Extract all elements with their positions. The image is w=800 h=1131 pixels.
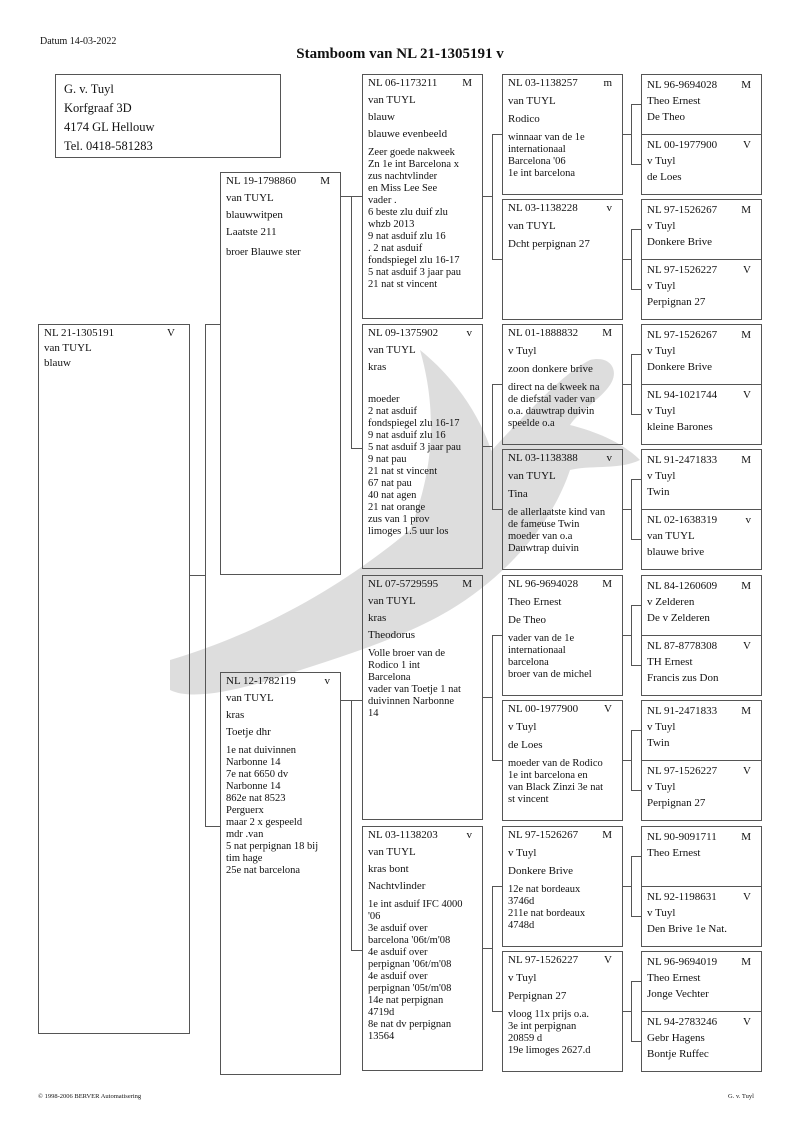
connector-line — [492, 134, 493, 259]
connector-line — [631, 730, 632, 790]
sex: M — [741, 705, 751, 717]
owner-name: G. v. Tuyl — [64, 82, 114, 96]
great-grandparent-box — [502, 449, 623, 570]
connector-line — [631, 665, 641, 666]
ring: NL 97-1526267 — [647, 329, 718, 341]
connector-line — [623, 760, 631, 761]
sex: v — [745, 514, 751, 526]
ring: NL 97-1526227 — [508, 954, 579, 966]
great-grandparent-notes: vloog 11x prijs o.a. 3e int perpignan 20859 d 19e limoges 2627.d — [508, 1009, 591, 1056]
grandparent-breeder: van TUYL — [368, 595, 416, 607]
sex: M — [741, 204, 751, 216]
gen4-name: De Theo — [647, 111, 685, 123]
connector-line — [492, 760, 502, 761]
sex: V — [743, 264, 751, 276]
connector-line — [631, 479, 632, 539]
gen4-box — [641, 575, 762, 636]
great-grandparent-color: zoon donkere brive — [508, 363, 593, 375]
gen4-name: kleine Barones — [647, 421, 713, 433]
gen4-breeder: v Tuyl — [647, 220, 676, 232]
ring: NL 00-1977900 — [647, 139, 718, 151]
mother-name: Toetje dhr — [226, 726, 271, 738]
page-title: Stamboom van NL 21-1305191 v — [296, 46, 504, 62]
connector-line — [190, 575, 205, 576]
connector-line — [483, 446, 492, 447]
ring: NL 91-2471833 — [647, 454, 718, 466]
ring: NL 84-1260609 — [647, 580, 718, 592]
gen4-breeder: Theo Ernest — [647, 847, 701, 859]
connector-line — [631, 104, 632, 164]
sex: V — [743, 640, 751, 652]
connector-line — [623, 259, 631, 260]
gen4-box — [641, 826, 762, 887]
connector-line — [205, 826, 220, 827]
gen4-breeder: v Tuyl — [647, 907, 676, 919]
gen4-box — [641, 1011, 762, 1072]
connector-line — [492, 886, 502, 887]
sex: M — [741, 831, 751, 843]
ring: NL 09-1375902 — [368, 327, 439, 339]
connector-line — [631, 730, 641, 731]
grandparent-notes: 1e int asduif IFC 4000 '06 3e asduif over barcelona '06t/m'08 4e asduif over perpignan '06t/m'08 4e asduif over perpignan '05t/m'08 14e nat perpignan 4719d 8e nat dv perpignan 13564 — [368, 899, 463, 1042]
grandparent-color: kras bont — [368, 863, 409, 875]
sex: M — [741, 79, 751, 91]
owner-city: 4174 GL Hellouw — [64, 120, 155, 134]
gen4-box — [641, 259, 762, 320]
gen4-name: Twin — [647, 737, 670, 749]
great-grandparent-breeder: Theo Ernest — [508, 596, 562, 608]
connector-line — [631, 981, 632, 1041]
sex: V — [743, 139, 751, 151]
connector-line — [631, 479, 641, 480]
connector-line — [631, 229, 641, 230]
great-grandparent-breeder: v Tuyl — [508, 345, 537, 357]
connector-line — [631, 1041, 641, 1042]
connector-line — [492, 635, 493, 760]
ring: NL 01-1888832 — [508, 327, 579, 339]
father-notes: broer Blauwe ster — [226, 247, 301, 258]
gen4-breeder: v Tuyl — [647, 280, 676, 292]
ring: NL 00-1977900 — [508, 703, 579, 715]
father-sex: M — [320, 175, 330, 187]
sex: V — [743, 891, 751, 903]
gen4-name: Donkere Brive — [647, 361, 713, 373]
grandparent-box — [362, 826, 483, 1071]
sex: M — [741, 956, 751, 968]
gen4-breeder: v Zelderen — [647, 596, 695, 608]
connector-line — [631, 289, 641, 290]
grandparent-color: kras — [368, 612, 387, 624]
father-box — [220, 172, 341, 575]
connector-line — [631, 104, 641, 105]
great-grandparent-notes: moeder van de Rodico 1e int barcelona en van Black Zinzi 3e nat st vincent — [508, 758, 604, 805]
ring: NL 06-1173211 — [368, 77, 438, 89]
connector-line — [483, 196, 492, 197]
great-grandparent-color: Rodico — [508, 113, 540, 125]
ring: NL 96-9694019 — [647, 956, 718, 968]
great-grandparent-color: Tina — [508, 488, 528, 500]
connector-line — [631, 790, 641, 791]
date-line: Datum 14-03-2022 — [40, 36, 117, 47]
sex: M — [602, 327, 612, 339]
gen4-breeder: v Tuyl — [647, 345, 676, 357]
sex: v — [606, 202, 612, 214]
connector-line — [631, 605, 632, 665]
grandparent-box — [362, 575, 483, 820]
gen4-box — [641, 449, 762, 510]
great-grandparent-box — [502, 826, 623, 947]
mother-box — [220, 672, 341, 1075]
mother-ring: NL 12-1782119 — [226, 675, 296, 687]
great-grandparent-breeder: van TUYL — [508, 470, 556, 482]
gen4-box — [641, 509, 762, 570]
grandparent-box — [362, 324, 483, 569]
gen4-breeder: v Tuyl — [647, 155, 676, 167]
owner-street: Korfgraaf 3D — [64, 101, 132, 115]
connector-line — [631, 164, 641, 165]
ring: NL 97-1526267 — [647, 204, 718, 216]
sex: M — [602, 829, 612, 841]
grandparent-color: blauw — [368, 111, 395, 123]
gen4-name: Twin — [647, 486, 670, 498]
gen4-box — [641, 324, 762, 385]
connector-line — [623, 1011, 631, 1012]
father-name: Laatste 211 — [226, 226, 277, 238]
connector-line — [492, 384, 502, 385]
connector-line — [483, 948, 492, 949]
gen4-name: Jonge Vechter — [647, 988, 709, 1000]
gen4-name: Perpignan 27 — [647, 296, 706, 308]
great-grandparent-breeder: v Tuyl — [508, 847, 537, 859]
connector-line — [631, 414, 641, 415]
great-grandparent-notes: de allerlaatste kind van de fameuse Twin moeder van o.a Dauwtrap duivin — [508, 507, 606, 554]
gen4-breeder: van TUYL — [647, 530, 695, 542]
subject-sex: V — [167, 327, 175, 339]
mother-notes: 1e nat duivinnen Narbonne 14 7e nat 6650 dv Narbonne 14 862e nat 8523 Perguerx maar 2 x gespeeld mdr .van 5 nat perpignan 18 bij tim hage 25e nat barcelona — [226, 745, 319, 876]
connector-line — [631, 354, 641, 355]
sex: m — [603, 77, 612, 89]
connector-line — [205, 324, 206, 826]
connector-line — [623, 384, 631, 385]
connector-line — [492, 1011, 502, 1012]
sex: V — [604, 954, 612, 966]
gen4-name: Perpignan 27 — [647, 797, 706, 809]
great-grandparent-box — [502, 575, 623, 696]
ring: NL 91-2471833 — [647, 705, 718, 717]
connector-line — [351, 700, 362, 701]
footer-owner: G. v. Tuyl — [728, 1093, 754, 1100]
father-breeder: van TUYL — [226, 192, 274, 204]
great-grandparent-box — [502, 951, 623, 1072]
connector-line — [623, 886, 631, 887]
father-color: blauwwitpen — [226, 209, 283, 221]
great-grandparent-breeder: van TUYL — [508, 220, 556, 232]
connector-line — [483, 697, 492, 698]
gen4-breeder: v Tuyl — [647, 470, 676, 482]
ring: NL 97-1526227 — [647, 264, 718, 276]
connector-line — [631, 539, 641, 540]
great-grandparent-color: Dcht perpignan 27 — [508, 238, 590, 250]
connector-line — [631, 916, 641, 917]
mother-sex: v — [324, 675, 330, 687]
great-grandparent-breeder: v Tuyl — [508, 972, 537, 984]
connector-line — [631, 981, 641, 982]
gen4-name: Donkere Brive — [647, 236, 713, 248]
connector-line — [351, 448, 362, 449]
connector-line — [351, 196, 362, 197]
ring: NL 07-5729595 — [368, 578, 439, 590]
gen4-box — [641, 760, 762, 821]
subject-color: blauw — [44, 357, 71, 369]
gen4-breeder: v Tuyl — [647, 721, 676, 733]
sex: v — [606, 452, 612, 464]
gen4-breeder: TH Ernest — [647, 656, 693, 668]
sex: V — [604, 703, 612, 715]
sex: V — [743, 1016, 751, 1028]
ring: NL 87-8778308 — [647, 640, 718, 652]
gen4-breeder: v Tuyl — [647, 781, 676, 793]
gen4-name: Bontje Ruffec — [647, 1048, 709, 1060]
great-grandparent-notes: direct na de kweek na de diefstal vader van o.a. dauwtrap duivin speelde o.a — [508, 382, 600, 429]
father-ring: NL 19-1798860 — [226, 175, 297, 187]
connector-line — [492, 886, 493, 1011]
sex: M — [602, 578, 612, 590]
connector-line — [631, 354, 632, 414]
great-grandparent-color: Donkere Brive — [508, 865, 574, 877]
owner-box — [55, 74, 281, 158]
great-grandparent-box — [502, 199, 623, 320]
connector-line — [492, 509, 502, 510]
great-grandparent-notes: 12e nat bordeaux 3746d 211e nat bordeaux 4748d — [508, 884, 586, 931]
gen4-breeder: Theo Ernest — [647, 95, 701, 107]
great-grandparent-box — [502, 324, 623, 445]
great-grandparent-breeder: v Tuyl — [508, 721, 537, 733]
grandparent-breeder: van TUYL — [368, 94, 416, 106]
ring: NL 96-9694028 — [647, 79, 718, 91]
subject-ring: NL 21-1305191 — [44, 327, 115, 339]
grandparent-breeder: van TUYL — [368, 344, 416, 356]
owner-tel: Tel. 0418-581283 — [64, 139, 153, 153]
connector-line — [623, 509, 631, 510]
gen4-name: Den Brive 1e Nat. — [647, 923, 728, 935]
gen4-breeder: v Tuyl — [647, 405, 676, 417]
sex: M — [741, 329, 751, 341]
subject-box — [38, 324, 190, 1034]
connector-line — [492, 635, 502, 636]
sex: V — [743, 389, 751, 401]
ring: NL 97-1526267 — [508, 829, 579, 841]
grandparent-notes: Volle broer van de Rodico 1 int Barcelona vader van Toetje 1 nat duivinnen Narbonne 14 — [368, 648, 461, 719]
connector-line — [623, 635, 631, 636]
sex: M — [741, 580, 751, 592]
grandparent-box — [362, 74, 483, 319]
mother-breeder: van TUYL — [226, 692, 274, 704]
grandparent-name: blauwe evenbeeld — [368, 128, 448, 140]
gen4-name: de Loes — [647, 171, 682, 183]
ring: NL 94-1021744 — [647, 389, 718, 401]
gen4-box — [641, 700, 762, 761]
sex: M — [462, 578, 472, 590]
gen4-name: De v Zelderen — [647, 612, 710, 624]
sex: V — [743, 765, 751, 777]
grandparent-color: kras — [368, 361, 387, 373]
great-grandparent-box — [502, 74, 623, 195]
ring: NL 03-1138257 — [508, 77, 578, 89]
sex: M — [741, 454, 751, 466]
connector-line — [631, 856, 641, 857]
great-grandparent-color: De Theo — [508, 614, 546, 626]
ring: NL 03-1138388 — [508, 452, 578, 464]
grandparent-breeder: van TUYL — [368, 846, 416, 858]
great-grandparent-color: de Loes — [508, 739, 543, 751]
great-grandparent-color: Perpignan 27 — [508, 990, 567, 1002]
great-grandparent-notes: winnaar van de 1e internationaal Barcelona '06 1e int barcelona — [508, 132, 585, 179]
gen4-box — [641, 886, 762, 947]
ring: NL 97-1526227 — [647, 765, 718, 777]
grandparent-notes: Zeer goede nakweek Zn 1e int Barcelona x zus nachtvlinder en Miss Lee See vader . 6 beste zlu duif zlu whzb 2013 9 nat asduif zlu 16 . 2 nat asduif fondspiegel zlu 16-17 5 nat asduif 3 jaar pau 21 nat st vincent — [368, 147, 462, 290]
connector-line — [492, 259, 502, 260]
great-grandparent-notes: vader van de 1e internationaal barcelona broer van de michel — [508, 633, 592, 680]
connector-line — [341, 196, 351, 197]
ring: NL 90-9091711 — [647, 831, 717, 843]
gen4-breeder: Gebr Hagens — [647, 1032, 705, 1044]
gen4-box — [641, 134, 762, 195]
gen4-box — [641, 635, 762, 696]
ring: NL 02-1638319 — [647, 514, 718, 526]
gen4-box — [641, 951, 762, 1012]
connector-line — [351, 196, 352, 448]
grandparent-name: Nachtvlinder — [368, 880, 426, 892]
gen4-name: Francis zus Don — [647, 672, 719, 684]
gen4-name: blauwe brive — [647, 546, 705, 558]
ring: NL 03-1138228 — [508, 202, 578, 214]
connector-line — [205, 324, 220, 325]
gen4-box — [641, 199, 762, 260]
mother-color: kras — [226, 709, 245, 721]
footer-copyright: © 1998-2006 BERVER Automatisering — [38, 1093, 142, 1100]
subject-breeder: van TUYL — [44, 342, 92, 354]
connector-line — [351, 950, 362, 951]
ring: NL 96-9694028 — [508, 578, 579, 590]
connector-line — [341, 700, 351, 701]
grandparent-notes: moeder 2 nat asduif fondspiegel zlu 16-17 9 nat asduif zlu 16 5 nat asduif 3 jaar pau 9 nat pau 21 nat st vincent 67 nat pau 40 nat agen 21 nat orange zus van 1 prov limoges 1.5 uur los — [368, 394, 462, 537]
connector-line — [351, 700, 352, 950]
connector-line — [631, 229, 632, 289]
great-grandparent-breeder: van TUYL — [508, 95, 556, 107]
connector-line — [631, 605, 641, 606]
sex: M — [462, 77, 472, 89]
gen4-box — [641, 74, 762, 135]
great-grandparent-box — [502, 700, 623, 821]
connector-line — [631, 856, 632, 916]
connector-line — [492, 134, 502, 135]
connector-line — [492, 384, 493, 509]
ring: NL 03-1138203 — [368, 829, 438, 841]
connector-line — [623, 134, 631, 135]
ring: NL 92-1198631 — [647, 891, 717, 903]
grandparent-name: Theodorus — [368, 629, 416, 641]
gen4-box — [641, 384, 762, 445]
ring: NL 94-2783246 — [647, 1016, 718, 1028]
gen4-breeder: Theo Ernest — [647, 972, 701, 984]
sex: v — [466, 829, 472, 841]
sex: v — [466, 327, 472, 339]
